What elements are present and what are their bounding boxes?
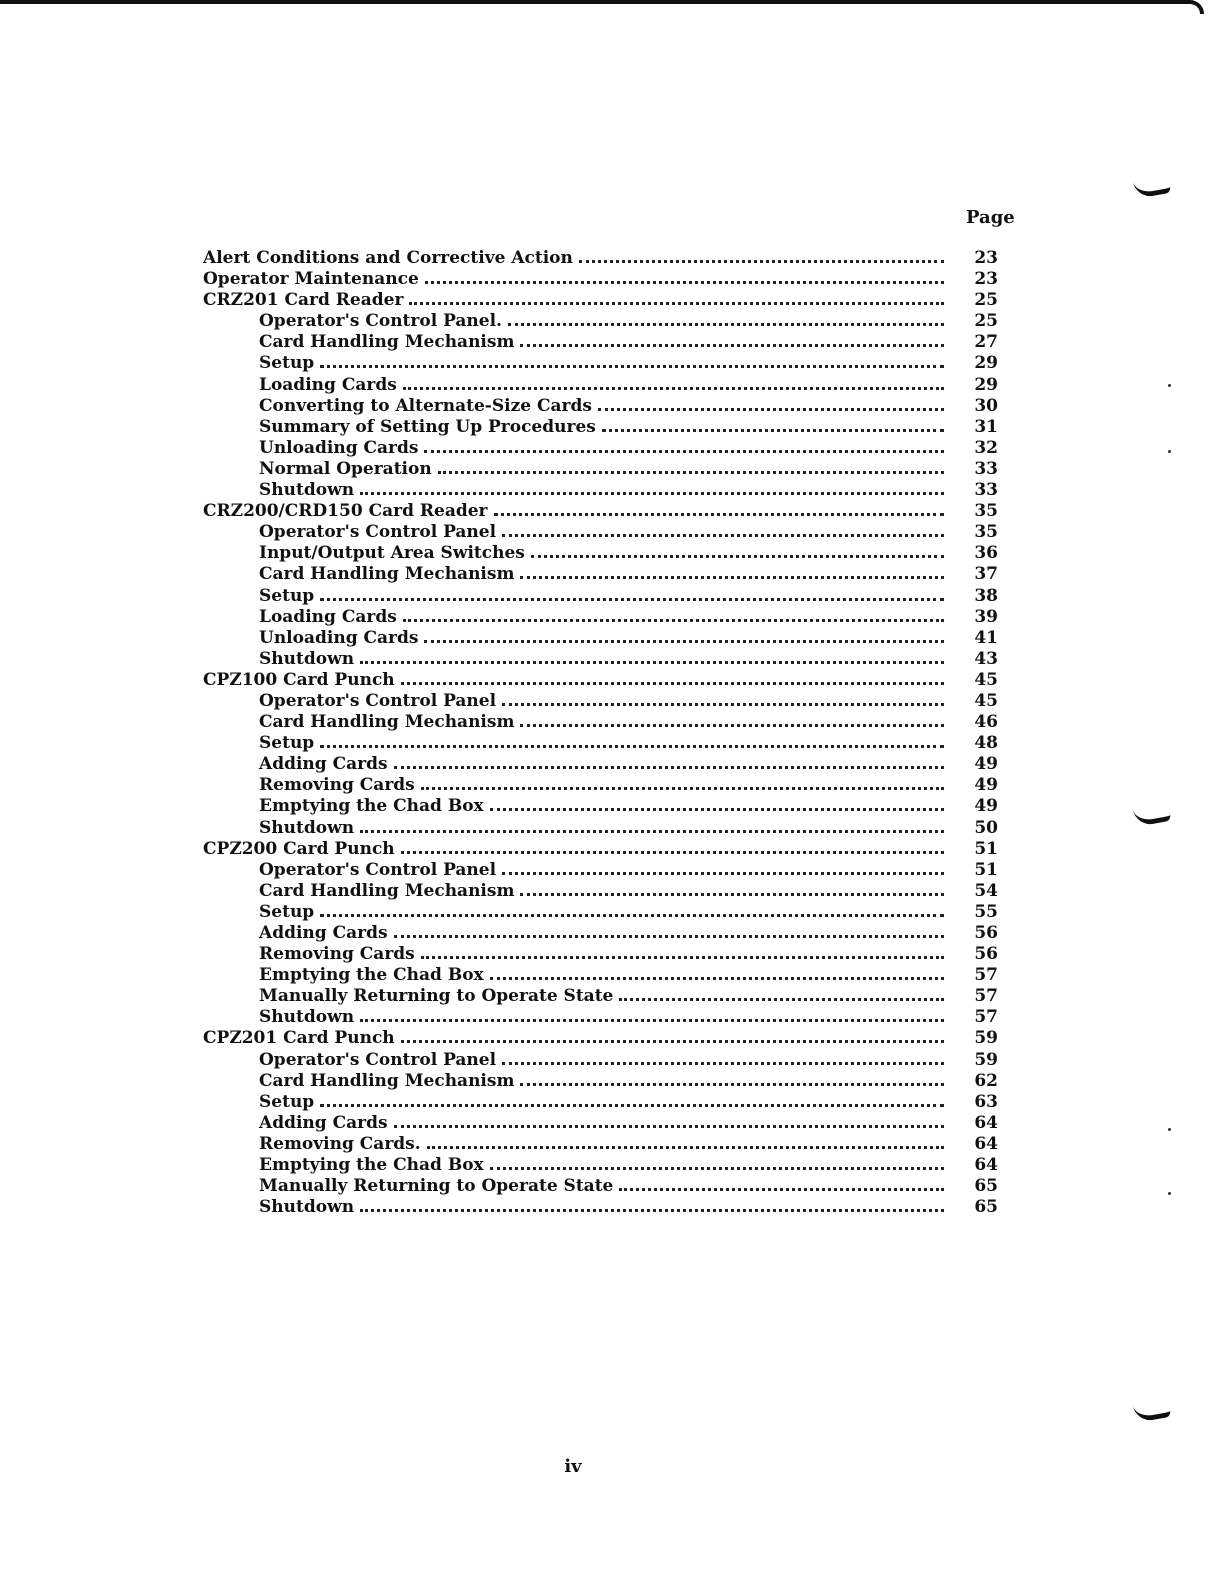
toc-entry-page: 64: [974, 1155, 998, 1176]
toc-subentry: [203, 944, 998, 965]
toc-entry: [203, 269, 998, 290]
toc-dot-leader: [360, 1019, 944, 1022]
toc-subentry: [203, 1007, 998, 1028]
toc-dot-leader: [394, 935, 944, 938]
toc-entry-page: 33: [974, 480, 998, 501]
toc-entry-page: 59: [974, 1028, 998, 1049]
toc-dot-leader: [320, 914, 944, 917]
toc-dot-leader: [490, 1167, 944, 1170]
toc-entry-page: 23: [974, 269, 998, 290]
toc-entry-title: CRZ201 Card Reader: [203, 290, 404, 311]
toc-entry-title: Setup: [259, 353, 315, 374]
toc-subentry: [203, 396, 998, 417]
toc-entry-title: CPZ201 Card Punch: [203, 1028, 395, 1049]
toc-entry-page: 37: [974, 564, 998, 585]
page-number: iv: [564, 1456, 582, 1477]
toc-subentry: [203, 1134, 998, 1155]
toc-entry-title: Converting to Alternate-Size Cards: [259, 395, 592, 416]
toc-entry-page: 64: [974, 1112, 998, 1133]
toc-entry-page: 43: [974, 648, 998, 669]
toc-entry-page: 36: [974, 543, 998, 564]
toc-entry-title: Shutdown: [259, 1197, 355, 1218]
toc-dot-leader: [409, 302, 944, 305]
toc-dot-leader: [427, 1146, 944, 1149]
toc-entry-page: 45: [974, 669, 998, 690]
toc-entry-title: Card Handling Mechanism: [259, 332, 515, 353]
toc-subentry: [203, 480, 998, 501]
toc-subentry: [203, 775, 998, 796]
toc-entry-title: Card Handling Mechanism: [259, 1070, 515, 1091]
toc-subentry: [203, 586, 998, 607]
toc-entry-title: Unloading Cards: [259, 437, 419, 458]
toc-entry-page: 25: [974, 311, 998, 332]
toc-dot-leader: [425, 281, 944, 284]
toc-subentry: [203, 754, 998, 775]
toc-entry-title: Setup: [259, 1091, 315, 1112]
toc-entry-page: 25: [974, 290, 998, 311]
toc-entry-page: 41: [974, 627, 998, 648]
toc-entry-title: Manually Returning to Operate State: [259, 986, 614, 1007]
toc-subentry: [203, 1176, 998, 1197]
toc-entry-page: 30: [974, 395, 998, 416]
toc-entry-title: Removing Cards: [259, 944, 415, 965]
toc-subentry: [203, 1113, 998, 1134]
toc-subentry: [203, 628, 998, 649]
toc-dot-leader: [502, 534, 944, 537]
toc-dot-leader: [502, 703, 944, 706]
toc-entry-page: 51: [974, 838, 998, 859]
toc-entry-page: 62: [974, 1070, 998, 1091]
page-column-header: Page: [966, 207, 1015, 228]
toc-subentry: [203, 459, 998, 480]
toc-dot-leader: [403, 619, 944, 622]
toc-subentry: [203, 1155, 998, 1176]
toc-subentry: [203, 1071, 998, 1092]
toc-subentry: [203, 818, 998, 839]
toc-entry-title: Summary of Setting Up Procedures: [259, 416, 596, 437]
toc-entry-title: Setup: [259, 901, 315, 922]
toc-entry: [203, 290, 998, 311]
scan-speck: [1168, 384, 1171, 387]
toc-entry-page: 55: [974, 901, 998, 922]
toc-entry-page: 49: [974, 754, 998, 775]
toc-dot-leader: [360, 661, 944, 664]
toc-subentry: [203, 796, 998, 817]
toc-subentry: [203, 986, 998, 1007]
toc-dot-leader: [502, 872, 944, 875]
toc-dot-leader: [424, 450, 944, 453]
toc-dot-leader: [508, 323, 944, 326]
toc-entry-page: 32: [974, 437, 998, 458]
toc-entry-page: 49: [974, 775, 998, 796]
toc-entry-page: 54: [974, 880, 998, 901]
toc-entry-page: 29: [974, 374, 998, 395]
toc-subentry: [203, 417, 998, 438]
toc-entry-page: 27: [974, 332, 998, 353]
toc-subentry: [203, 860, 998, 881]
toc-entry-page: 57: [974, 965, 998, 986]
toc-entry-title: Operator's Control Panel.: [259, 311, 502, 332]
toc-entry-page: 51: [974, 859, 998, 880]
toc-dot-leader: [490, 977, 944, 980]
toc-dot-leader: [424, 640, 944, 643]
toc-subentry: [203, 902, 998, 923]
toc-subentry: [203, 375, 998, 396]
toc-entry-title: Removing Cards.: [259, 1133, 421, 1154]
toc-subentry: [203, 1092, 998, 1113]
toc-entry-title: Alert Conditions and Corrective Action: [203, 248, 573, 268]
toc-entry-title: Manually Returning to Operate State: [259, 1176, 614, 1197]
toc-entry-title: Card Handling Mechanism: [259, 880, 515, 901]
toc-subentry: [203, 649, 998, 670]
toc-entry-title: Card Handling Mechanism: [259, 712, 515, 733]
toc-subentry: [203, 607, 998, 628]
scan-speck: [1168, 1192, 1171, 1195]
toc-dot-leader: [360, 830, 944, 833]
toc-entry-title: Shutdown: [259, 648, 355, 669]
toc-dot-leader: [602, 429, 944, 432]
toc-entry-title: Adding Cards: [259, 1112, 388, 1133]
toc-entry-page: 65: [974, 1176, 998, 1197]
toc-entry-title: Input/Output Area Switches: [259, 543, 525, 564]
toc-subentry: [203, 712, 998, 733]
toc-entry-page: 49: [974, 796, 998, 817]
toc-dot-leader: [531, 555, 944, 558]
toc-subentry: [203, 522, 998, 543]
toc-entry-title: Shutdown: [259, 817, 355, 838]
toc-dot-leader: [401, 851, 944, 854]
toc-dot-leader: [394, 766, 944, 769]
toc-dot-leader: [520, 724, 944, 727]
toc-dot-leader: [401, 682, 944, 685]
table-of-contents: [203, 248, 998, 1218]
toc-entry-page: 56: [974, 944, 998, 965]
toc-dot-leader: [320, 1104, 944, 1107]
toc-entry-title: Loading Cards: [259, 606, 397, 627]
toc-entry-title: Loading Cards: [259, 374, 397, 395]
toc-entry-page: 35: [974, 522, 998, 543]
toc-dot-leader: [438, 471, 944, 474]
toc-entry-page: 35: [974, 501, 998, 522]
toc-entry-title: Setup: [259, 733, 315, 754]
binder-tick-mark: [1133, 803, 1172, 827]
scan-speck: [1168, 1128, 1171, 1131]
toc-dot-leader: [320, 745, 944, 748]
toc-entry-page: 64: [974, 1133, 998, 1154]
toc-entry-title: Card Handling Mechanism: [259, 564, 515, 585]
toc-subentry: [203, 564, 998, 585]
toc-entry-title: Emptying the Chad Box: [259, 1155, 484, 1176]
toc-subentry: [203, 543, 998, 564]
toc-entry-title: Normal Operation: [259, 458, 432, 479]
toc-entry-title: Emptying the Chad Box: [259, 965, 484, 986]
toc-dot-leader: [421, 956, 944, 959]
toc-entry-title: Operator's Control Panel: [259, 859, 497, 880]
toc-entry: [203, 670, 998, 691]
toc-dot-leader: [320, 365, 944, 368]
toc-entry-page: 29: [974, 353, 998, 374]
page-top-edge: [0, 0, 1188, 4]
toc-entry-page: 31: [974, 416, 998, 437]
scan-speck: [1168, 450, 1171, 453]
binder-tick-mark: [1133, 175, 1172, 199]
toc-entry-title: CPZ100 Card Punch: [203, 669, 395, 690]
toc-entry-page: 46: [974, 712, 998, 733]
toc-subentry: [203, 1050, 998, 1071]
toc-dot-leader: [401, 1040, 944, 1043]
toc-dot-leader: [520, 893, 944, 896]
toc-entry-title: Operator's Control Panel: [259, 690, 497, 711]
toc-dot-leader: [520, 1083, 944, 1086]
toc-entry-page: 65: [974, 1197, 998, 1218]
toc-entry-page: 48: [974, 733, 998, 754]
toc-dot-leader: [360, 492, 944, 495]
toc-dot-leader: [490, 808, 944, 811]
toc-subentry: [203, 923, 998, 944]
toc-entry-title: Unloading Cards: [259, 627, 419, 648]
toc-subentry: [203, 881, 998, 902]
toc-subentry: [203, 1197, 998, 1218]
toc-entry-title: CRZ200/CRD150 Card Reader: [203, 501, 488, 522]
toc-dot-leader: [520, 576, 944, 579]
toc-entry-title: Operator's Control Panel: [259, 522, 497, 543]
toc-subentry: [203, 733, 998, 754]
toc-dot-leader: [421, 787, 944, 790]
page-corner-curl: [1180, 0, 1204, 14]
toc-dot-leader: [619, 998, 944, 1001]
toc-entry-page: 59: [974, 1049, 998, 1070]
toc-entry: [203, 839, 998, 860]
toc-dot-leader: [494, 513, 945, 516]
toc-entry-title: Setup: [259, 585, 315, 606]
toc-entry-title: CPZ200 Card Punch: [203, 838, 395, 859]
toc-entry-page: 57: [974, 986, 998, 1007]
toc-subentry: [203, 353, 998, 374]
toc-entry: [203, 1028, 998, 1049]
toc-entry: [203, 248, 998, 269]
toc-entry-title: Shutdown: [259, 480, 355, 501]
toc-subentry: [203, 691, 998, 712]
toc-entry-page: 50: [974, 817, 998, 838]
toc-entry-title: Operator Maintenance: [203, 269, 419, 290]
toc-dot-leader: [520, 344, 944, 347]
toc-dot-leader: [394, 1125, 944, 1128]
toc-entry-title: Shutdown: [259, 1007, 355, 1028]
toc-entry-page: 56: [974, 923, 998, 943]
toc-entry-page: 38: [974, 585, 998, 606]
toc-entry-title: Emptying the Chad Box: [259, 796, 484, 817]
toc-entry-title: Operator's Control Panel: [259, 1049, 497, 1070]
toc-dot-leader: [360, 1209, 944, 1212]
toc-subentry: [203, 438, 998, 459]
toc-entry-title: Removing Cards: [259, 775, 415, 796]
toc-dot-leader: [502, 1062, 944, 1065]
toc-dot-leader: [598, 408, 944, 411]
toc-entry-page: 57: [974, 1007, 998, 1028]
binder-tick-mark: [1133, 1399, 1172, 1423]
toc-entry-page: 63: [974, 1091, 998, 1112]
toc-entry-page: 45: [974, 690, 998, 711]
toc-entry: [203, 501, 998, 522]
toc-entry-title: Adding Cards: [259, 754, 388, 775]
toc-subentry: [203, 311, 998, 332]
toc-subentry: [203, 332, 998, 353]
toc-dot-leader: [579, 260, 944, 263]
toc-dot-leader: [320, 598, 944, 601]
toc-entry-page: 33: [974, 458, 998, 479]
toc-dot-leader: [619, 1188, 944, 1191]
toc-entry-page: 39: [974, 606, 998, 627]
toc-entry-page: 23: [974, 248, 998, 268]
toc-subentry: [203, 965, 998, 986]
toc-entry-title: Adding Cards: [259, 923, 388, 943]
toc-dot-leader: [403, 387, 944, 390]
